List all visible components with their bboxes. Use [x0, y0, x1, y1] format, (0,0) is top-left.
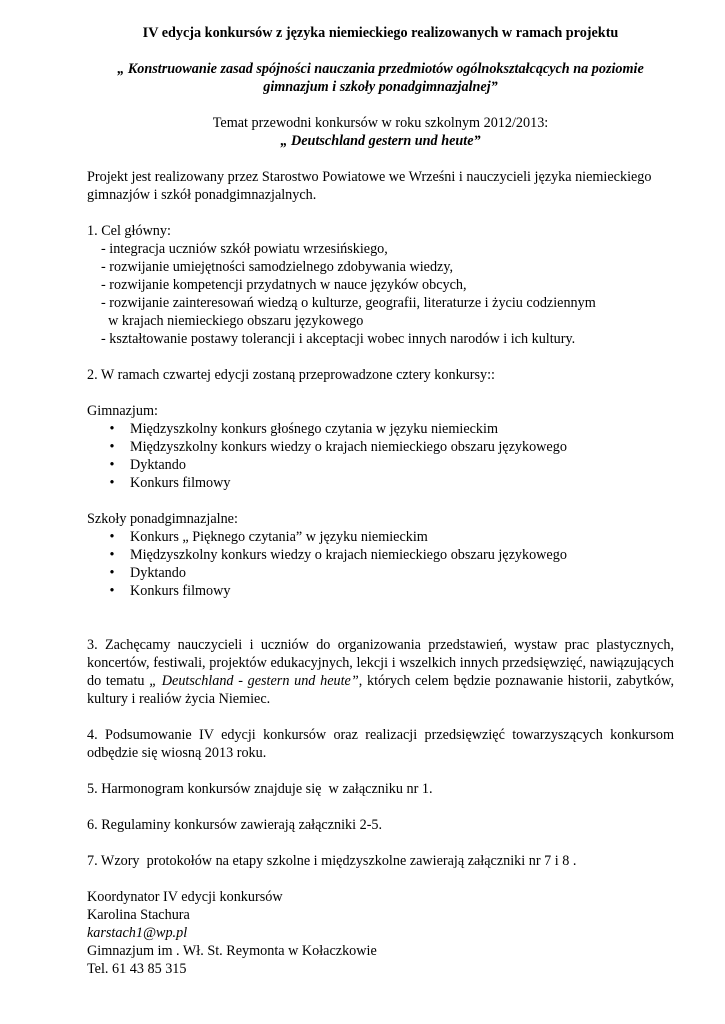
- gimnazjum-contest-list: [87, 420, 674, 492]
- contest-label: Międzyszkolny konkurs głośnego czytania w języku niemieckim: [130, 421, 498, 437]
- list-item: [106, 546, 674, 564]
- list-item: [106, 420, 674, 438]
- project-name-line2: gimnazjum i szkoły ponadgimnazjalnej”: [263, 79, 498, 95]
- document-page: [87, 24, 674, 978]
- section-4: 4. Podsumowanie IV edycji konkursów oraz realizacji przedsięwzięć towarzyszących konkursom odbędzie się wiosną 2013 roku.: [87, 727, 674, 761]
- contact-block: [87, 888, 674, 978]
- bullet-icon: •: [109, 457, 115, 473]
- coordinator-email[interactable]: karstach1@wp.pl: [87, 925, 188, 941]
- list-item: [106, 456, 674, 474]
- section-3-text: 3. Zachęcamy nauczycieli i uczniów do organizowania przedstawień, wystaw prac plastycznych, koncertów, festiwali, projektów edukacyjnych, lekcji i wszelkich innych przedsięwzięć, nawiązujących do tematu: [87, 637, 674, 689]
- document-title: IV edycja konkursów z języka niemieckiego realizowanych w ramach projektu: [142, 25, 619, 41]
- section-2: 2. W ramach czwartej edycji zostaną przeprowadzone cztery konkursy::: [87, 367, 495, 383]
- list-item: [106, 582, 674, 600]
- goal-item: - integracja uczniów szkół powiatu wrzesińskiego,: [101, 241, 388, 257]
- list-item: [106, 474, 674, 492]
- ponadgimnazjalne-contest-list: [87, 528, 674, 600]
- school-name: Gimnazjum im . Wł. St. Reymonta w Kołaczkowie: [87, 943, 377, 959]
- coordinator-role: Koordynator IV edycji konkursów: [87, 889, 283, 905]
- goal-item: - rozwijanie kompetencji przydatnych w nauce języków obcych,: [101, 277, 467, 293]
- intro-line1: Projekt jest realizowany przez Starostwo Powiatowe we Wrześni i nauczycieli języka niemieckiego: [87, 169, 652, 185]
- section-3-text-end: , których celem będzie poznawanie historii, zabytków, kultury i realiów życia Niemiec.: [87, 673, 674, 707]
- phone-number: Tel. 61 43 85 315: [87, 961, 187, 977]
- theme-title: „ Deutschland gestern und heute”: [280, 133, 481, 149]
- bullet-icon: •: [109, 547, 115, 563]
- section-7: 7. Wzory protokołów na etapy szkolne i międzyszkolne zawierają załączniki nr 7 i 8 .: [87, 853, 577, 869]
- contest-label: Konkurs „ Pięknego czytania” w języku niemieckim: [130, 529, 428, 545]
- bullet-icon: •: [109, 439, 115, 455]
- goal-item: - rozwijanie umiejętności samodzielnego zdobywania wiedzy,: [101, 259, 454, 275]
- bullet-icon: •: [109, 583, 115, 599]
- gimnazjum-heading: Gimnazjum:: [87, 403, 158, 419]
- contest-label: Dyktando: [130, 457, 186, 473]
- section-5: 5. Harmonogram konkursów znajduje się w załączniku nr 1.: [87, 781, 433, 797]
- contest-label: Dyktando: [130, 565, 186, 581]
- ponadgimnazjalne-heading: Szkoły ponadgimnazjalne:: [87, 511, 238, 527]
- goals-heading: 1. Cel główny:: [87, 223, 171, 239]
- list-item: [106, 528, 674, 546]
- contest-label: Międzyszkolny konkurs wiedzy o krajach niemieckiego obszaru językowego: [130, 439, 567, 455]
- goal-item: - rozwijanie zainteresowań wiedzą o kulturze, geografii, literaturze i życiu codziennym: [101, 295, 596, 311]
- bullet-icon: •: [109, 421, 115, 437]
- goals-list: [87, 240, 674, 348]
- theme-intro: Temat przewodni konkursów w roku szkolnym 2012/2013:: [212, 115, 549, 131]
- project-name-line1: „ Konstruowanie zasad spójności nauczania przedmiotów ogólnokształcących na poziomie: [117, 61, 644, 77]
- goal-item-continuation: w krajach niemieckiego obszaru językowego: [101, 313, 364, 329]
- goal-item: - kształtowanie postawy tolerancji i akceptacji wobec innych narodów i ich kultury.: [101, 331, 576, 347]
- contest-label: Konkurs filmowy: [130, 583, 231, 599]
- contest-label: Konkurs filmowy: [130, 475, 231, 491]
- bullet-icon: •: [109, 475, 115, 491]
- contest-label: Międzyszkolny konkurs wiedzy o krajach niemieckiego obszaru językowego: [130, 547, 567, 563]
- section-3-theme: „ Deutschland - gestern und heute”: [149, 673, 359, 689]
- bullet-icon: •: [109, 529, 115, 545]
- intro-line2: gimnazjów i szkół ponadgimnazjalnych.: [87, 187, 317, 203]
- section-6: 6. Regulaminy konkursów zawierają załączniki 2-5.: [87, 817, 383, 833]
- coordinator-name: Karolina Stachura: [87, 907, 190, 923]
- section-3: [87, 636, 674, 708]
- bullet-icon: •: [109, 565, 115, 581]
- list-item: [106, 438, 674, 456]
- list-item: [106, 564, 674, 582]
